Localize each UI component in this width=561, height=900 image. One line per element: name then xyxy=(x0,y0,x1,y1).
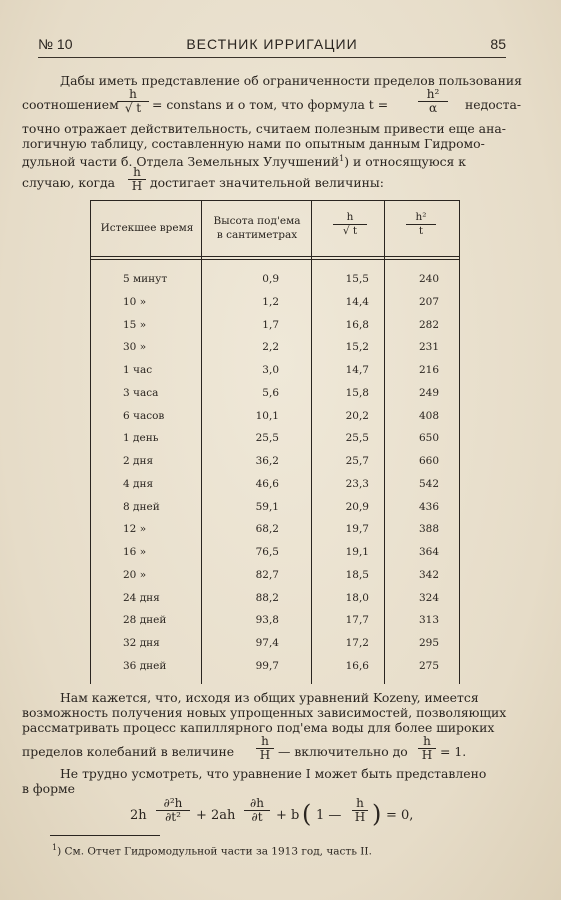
cell-h-sqrt-t: 15,5 xyxy=(345,273,369,285)
cell-h2-t: 388 xyxy=(418,523,439,536)
intro-line-3: точно отражает действительность, считаем полезным привести еще ана- xyxy=(22,121,506,136)
cell-h2-t: 542 xyxy=(418,477,439,490)
cell-height: 59,1 xyxy=(255,500,279,513)
table-row xyxy=(91,660,459,683)
after-line-5: Не трудно усмотреть, что уравнение I может быть представлено xyxy=(60,766,487,781)
cell-h-sqrt-t: 15,8 xyxy=(345,386,369,399)
eq-term-b: + b xyxy=(276,808,300,823)
eq-fraction-first-derivative: $\frac{\partial h}{\partial t}$ xyxy=(244,797,270,824)
table-row xyxy=(91,273,459,296)
intro-line-2c: недоста- xyxy=(465,97,522,112)
cell-h-sqrt-t: 25,7 xyxy=(345,455,369,467)
cell-time: 12 » xyxy=(123,523,147,536)
cell-h2-t: 282 xyxy=(418,318,439,331)
column-header-height: Высота под'ема в сантиметрах xyxy=(213,215,301,241)
cell-h2-t: 324 xyxy=(418,591,439,604)
cell-height: 93,8 xyxy=(255,614,279,627)
intro-line-4: логичную таблицу, составленную нами по опытным данным Гидромо- xyxy=(22,136,485,151)
cell-h-sqrt-t: 20,2 xyxy=(345,409,369,422)
table-row xyxy=(91,637,459,660)
table-row xyxy=(91,410,459,433)
table-row xyxy=(91,296,459,319)
cell-h-sqrt-t: 20,9 xyxy=(345,500,369,513)
page-number: 85 xyxy=(490,36,506,52)
cell-height: 1,7 xyxy=(262,318,279,331)
table-row xyxy=(91,455,459,478)
cell-time: 8 дней xyxy=(123,500,160,513)
cell-h-sqrt-t: 16,6 xyxy=(345,659,369,672)
eq-term-one-minus: 1 — xyxy=(316,808,342,823)
cell-time: 16 » xyxy=(123,546,147,558)
cell-height: 46,6 xyxy=(255,477,279,490)
intro-line-2b: = constans и о том, что формула t = xyxy=(152,97,389,112)
cell-height: 68,2 xyxy=(255,523,279,536)
column-header-time: Истекшее время xyxy=(100,222,194,234)
cell-h-sqrt-t: 23,3 xyxy=(345,477,369,490)
table-row xyxy=(91,364,459,387)
cell-h2-t: 216 xyxy=(418,364,439,376)
cell-h2-t: 275 xyxy=(418,659,439,672)
eq-fraction-second-derivative: $\frac{\text{∂²h}}{\text{∂t²}}$ xyxy=(156,797,190,824)
cell-h-sqrt-t: 17,7 xyxy=(345,614,369,627)
fraction-h-over-H: $\frac{h}{H}$ xyxy=(128,166,146,193)
eq-term-equals-zero: = 0, xyxy=(386,808,414,823)
after-line-4b: — включительно до xyxy=(278,744,408,759)
cell-time: 5 минут xyxy=(123,273,168,285)
after-line-1: Нам кажется, что, исходя из общих уравнений Kozeny, имеется xyxy=(60,690,479,705)
cell-h2-t: 436 xyxy=(418,500,439,513)
cell-height: 82,7 xyxy=(255,568,279,581)
cell-time: 2 дня xyxy=(123,455,154,467)
cell-h-sqrt-t: 19,1 xyxy=(345,546,369,558)
cell-height: 0,9 xyxy=(262,273,279,285)
cell-h-sqrt-t: 14,4 xyxy=(345,295,369,308)
cell-time: 1 день xyxy=(123,432,159,445)
cell-h-sqrt-t: 16,8 xyxy=(345,318,369,331)
intro-line-2a: соотношением xyxy=(22,97,119,112)
cell-time: 6 часов xyxy=(123,409,165,422)
cell-h-sqrt-t: 15,2 xyxy=(345,341,369,354)
column-header-h2-t: $\frac{\text{h²}}{t}$ xyxy=(406,211,436,238)
cell-h2-t: 295 xyxy=(418,637,439,649)
cell-h-sqrt-t: 17,2 xyxy=(345,637,369,649)
table-row xyxy=(91,523,459,546)
cell-time: 1 час xyxy=(123,364,153,376)
after-line-4c: = 1. xyxy=(440,744,467,759)
footnote: $^1$) См. Отчет Гидромодульной части за 1913 год, часть II. xyxy=(52,843,372,858)
fraction-h-over-sqrt-t: $\frac{h}{√ t}$ xyxy=(117,88,149,115)
journal-title: ВЕСТНИК ИРРИГАЦИИ xyxy=(186,36,358,52)
after-line-4a: пределов колебаний в величине xyxy=(22,744,235,759)
intro-line-6b: достигает значительной величины: xyxy=(150,175,384,190)
cell-time: 4 дня xyxy=(123,477,154,490)
cell-time: 28 дней xyxy=(123,614,167,627)
intro-line-1: Дабы иметь представление об ограниченности пределов пользования xyxy=(60,73,522,88)
cell-height: 99,7 xyxy=(255,659,279,672)
eq-paren-open: ( xyxy=(302,800,312,828)
cell-h2-t: 231 xyxy=(418,341,439,354)
after-line-6: в форме xyxy=(22,781,75,796)
cell-h2-t: 249 xyxy=(418,386,439,399)
cell-height: 36,2 xyxy=(255,455,279,467)
table-row xyxy=(91,387,459,410)
cell-time: 30 » xyxy=(123,341,147,354)
eq-paren-close: ) xyxy=(372,800,382,828)
fraction-h2-over-alpha: $\frac{\text{h²}}{\alpha}$ xyxy=(418,88,448,115)
cell-time: 36 дней xyxy=(123,659,167,672)
cell-height: 5,6 xyxy=(262,386,279,399)
eq-term-2h: 2h xyxy=(130,808,147,823)
cell-h-sqrt-t: 18,0 xyxy=(345,591,369,604)
fraction-h-over-H-3: $\frac{h}{H}$ xyxy=(418,735,436,762)
after-line-2: возможность получения новых упрощенных зависимостей, позволяющих xyxy=(22,705,507,720)
cell-height: 25,5 xyxy=(255,432,279,445)
cell-h-sqrt-t: 18,5 xyxy=(345,568,369,581)
issue-number: № 10 xyxy=(38,36,73,52)
cell-h2-t: 364 xyxy=(418,546,439,558)
column-header-h-sqrt-t: $\frac{h}{√ t}$ xyxy=(333,211,367,238)
table-row xyxy=(91,592,459,615)
cell-h2-t: 660 xyxy=(418,455,439,467)
eq-term-2ah: + 2ah xyxy=(196,808,236,823)
cell-height: 1,2 xyxy=(262,295,279,308)
cell-h2-t: 313 xyxy=(418,614,439,627)
cell-h2-t: 207 xyxy=(418,295,439,308)
cell-height: 2,2 xyxy=(262,341,279,354)
table-row xyxy=(91,614,459,637)
data-table xyxy=(90,200,460,684)
cell-time: 32 дня xyxy=(123,637,160,649)
intro-line-6a: случаю, когда xyxy=(22,175,116,190)
cell-height: 10,1 xyxy=(255,409,279,422)
cell-h2-t: 240 xyxy=(418,273,439,285)
cell-h-sqrt-t: 19,7 xyxy=(345,523,369,536)
after-line-3: рассматривать процесс капиллярного под'ема воды для более широких xyxy=(22,720,495,735)
table-row xyxy=(91,319,459,342)
footnote-rule xyxy=(50,835,160,836)
intro-line-5: дульной части б. Отдела Земельных Улучшений$^1$) и относящуюся к xyxy=(22,154,467,170)
cell-height: 3,0 xyxy=(262,364,279,376)
table-row xyxy=(91,546,459,569)
table-row xyxy=(91,569,459,592)
header-rule xyxy=(38,57,506,58)
cell-height: 88,2 xyxy=(255,591,279,604)
cell-h-sqrt-t: 14,7 xyxy=(345,364,369,376)
cell-time: 10 » xyxy=(123,295,147,308)
cell-time: 15 » xyxy=(123,318,147,331)
table-row xyxy=(91,501,459,524)
cell-h2-t: 408 xyxy=(418,409,439,422)
cell-time: 3 часа xyxy=(123,386,159,399)
table-row xyxy=(91,478,459,501)
fraction-h-over-H-2: $\frac{h}{H}$ xyxy=(256,735,274,762)
cell-h-sqrt-t: 25,5 xyxy=(345,432,369,445)
cell-h2-t: 342 xyxy=(418,568,439,581)
table-row xyxy=(91,341,459,364)
eq-fraction-h-over-H: $\frac{h}{H}$ xyxy=(352,797,368,824)
table-row xyxy=(91,432,459,455)
cell-h2-t: 650 xyxy=(418,432,439,445)
cell-height: 97,4 xyxy=(255,637,279,649)
cell-time: 24 дня xyxy=(123,591,160,604)
cell-height: 76,5 xyxy=(255,546,279,558)
cell-time: 20 » xyxy=(123,568,147,581)
running-header xyxy=(38,36,506,56)
